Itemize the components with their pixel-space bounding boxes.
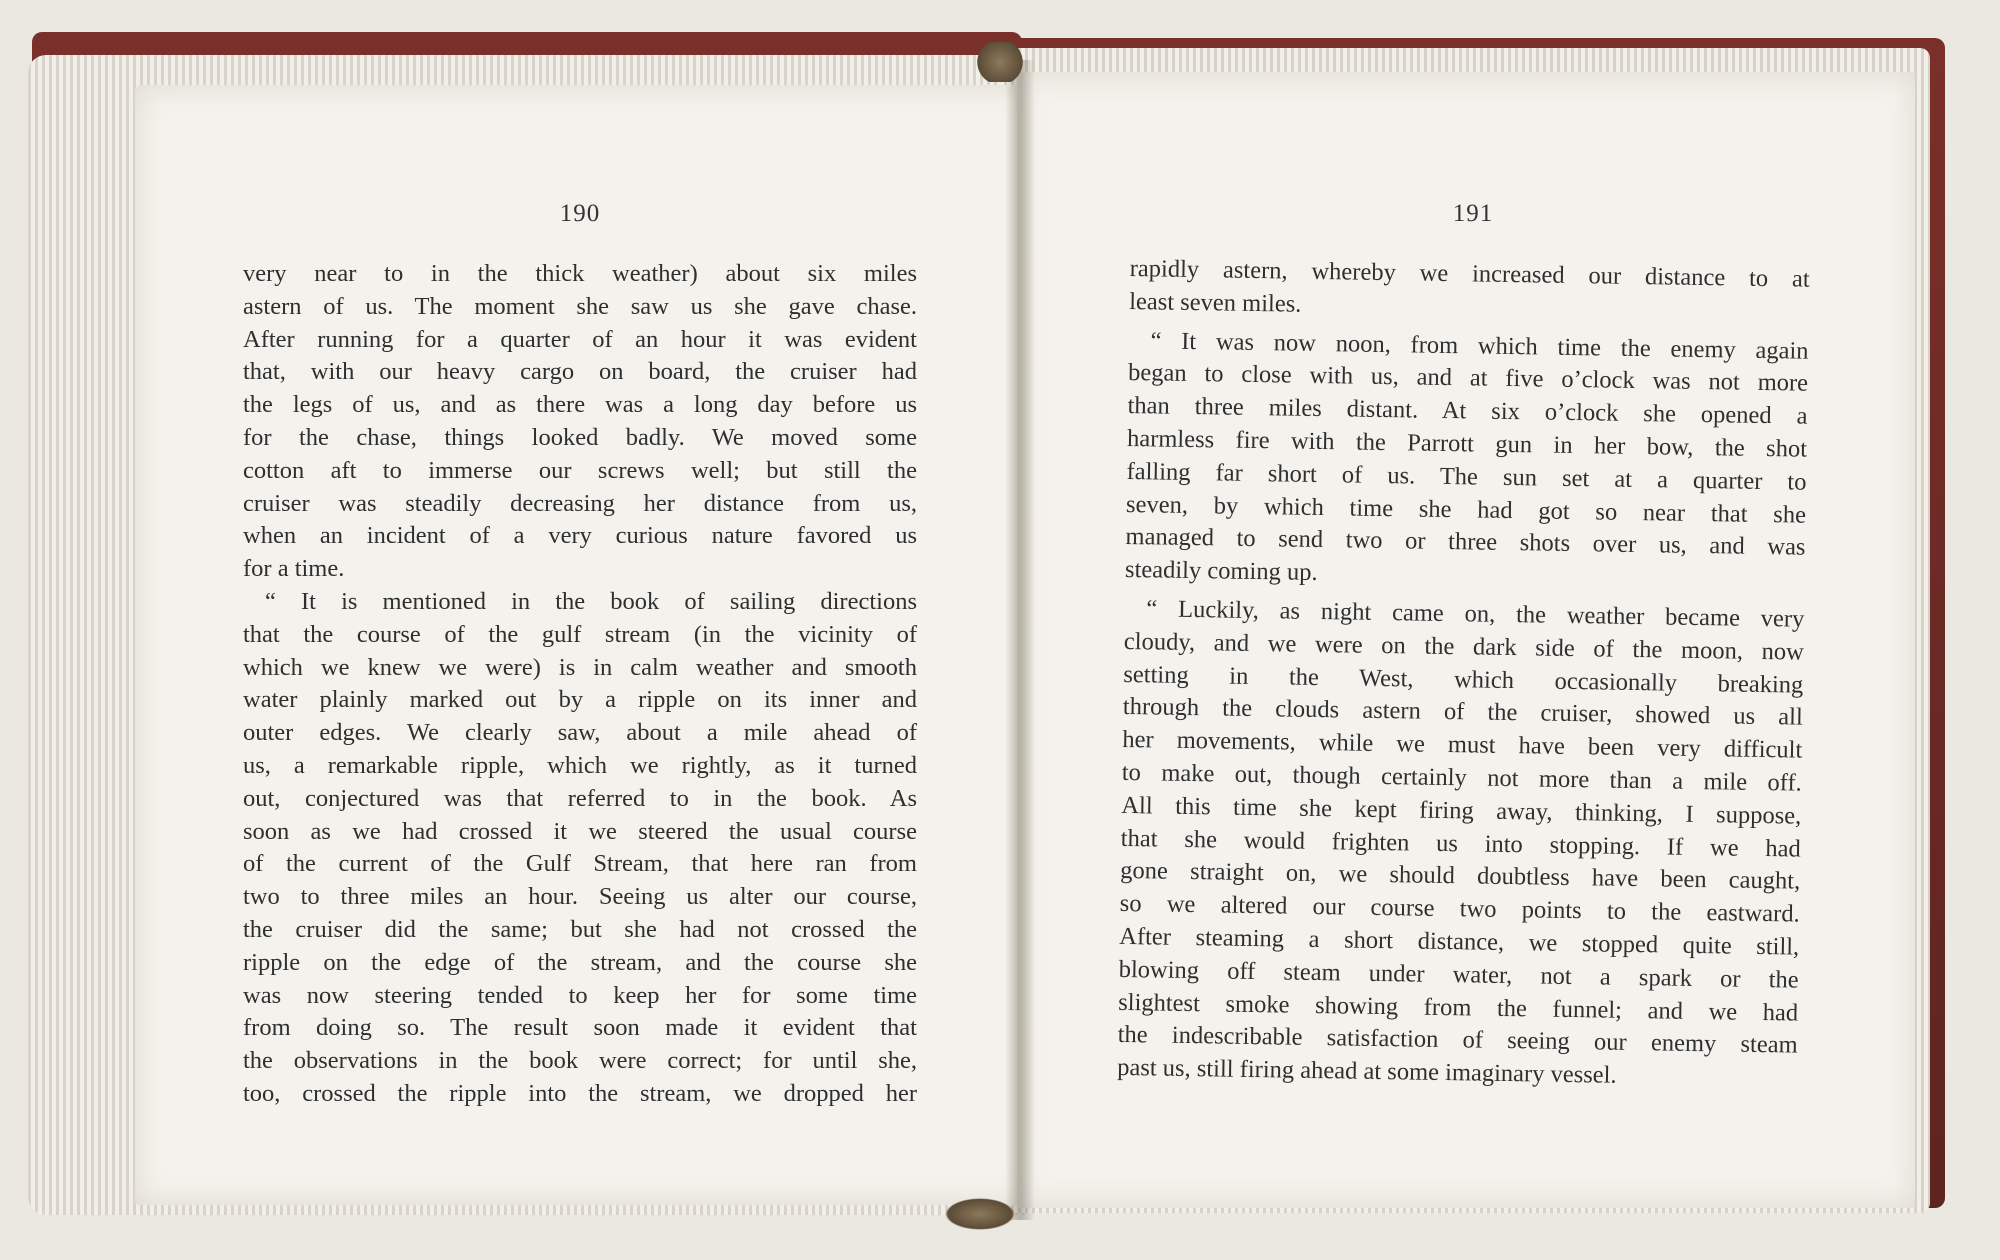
text-line: After steaming a short distance, we stopped quite still,	[1119, 922, 1800, 961]
text-line: setting in the West, which occasionally breaking	[1123, 660, 1804, 699]
text-line: began to close with us, and at five o’clock was not more	[1127, 359, 1809, 398]
text-line: out, conjectured was that referred to in the book. As	[243, 784, 917, 812]
text-line: blowing off steam under water, not a spark or the	[1118, 955, 1799, 994]
text-line: very near to in the thick weather) about six miles	[243, 260, 917, 287]
text-line: cotton aft to immerse our screws well; but still the	[243, 456, 917, 484]
text-line: slightest smoke showing from the funnel; and we had	[1118, 988, 1799, 1027]
text-line: past us, still firing ahead at some imaginary vessel.	[1116, 1054, 1617, 1089]
text-line: rapidly astern, whereby we increased our distance to at	[1129, 254, 1810, 293]
text-line: that she would frighten us into stopping. If we had	[1120, 824, 1801, 863]
text-line: “ Luckily, as night came on, the weather became very	[1146, 595, 1805, 633]
text-line: through the clouds astern of the cruiser, showed us all	[1122, 693, 1803, 731]
text-line: the indescribable satisfaction of seeing our enemy steam	[1117, 1021, 1798, 1059]
text-line: cruiser was steadily decreasing her distance from us,	[243, 489, 917, 517]
left-page-text	[243, 258, 917, 1111]
spine-binding-top	[975, 42, 1025, 82]
text-line: was now steering tended to keep her for some time	[243, 981, 917, 1009]
text-line: us, a remarkable ripple, which we rightly, as it turned	[243, 751, 917, 779]
text-line: the observations in the book were correct; for until she,	[243, 1047, 917, 1075]
text-line: soon as we had crossed it we steered the usual course	[243, 817, 917, 845]
text-line: that the course of the gulf stream (in the vicinity of	[243, 620, 917, 648]
text-line: cloudy, and we were on the dark side of the moon, now	[1123, 627, 1805, 666]
text-line: than three miles distant. At six o’clock she opened a	[1127, 392, 1808, 430]
text-line: from doing so. The result soon made it evident that	[243, 1014, 917, 1042]
text-line: “ It is mentioned in the book of sailing directions	[265, 587, 917, 615]
text-line: that, with our heavy cargo on board, the cruiser had	[243, 358, 917, 386]
text-line: for the chase, things looked badly. We moved some	[243, 423, 917, 451]
text-line: two to three miles an hour. Seeing us alter our course,	[243, 883, 917, 911]
text-line: managed to send two or three shots over us, and was	[1125, 523, 1806, 562]
text-line: to make out, though certainly not more than a mile off.	[1121, 758, 1802, 797]
text-line: her movements, while we must have been very difficult	[1122, 726, 1803, 764]
right-page-text	[1117, 253, 1810, 1096]
text-line: too, crossed the ripple into the stream, we dropped her	[243, 1079, 917, 1107]
text-line: for a time.	[243, 555, 345, 583]
text-line: of the current of the Gulf Stream, that here ran from	[243, 850, 917, 878]
text-line: water plainly marked out by a ripple on its inner and	[243, 686, 917, 714]
book-gutter	[1005, 60, 1035, 1220]
text-line: the legs of us, and as there was a long day before us	[243, 391, 917, 419]
page-number-right: 191	[1452, 200, 1494, 227]
text-line: falling far short of us. The sun set at a quarter to	[1126, 457, 1807, 496]
text-line: astern of us. The moment she saw us she gave chase.	[243, 292, 917, 320]
page-number-left: 190	[559, 200, 601, 227]
text-line: which we knew we were) is in calm weather and smooth	[243, 653, 917, 681]
text-line: the cruiser did the same; but she had not crossed the	[243, 915, 917, 943]
text-line: steadily coming up.	[1124, 556, 1318, 587]
text-line: ripple on the edge of the stream, and the course she	[243, 948, 917, 976]
spine-binding-bottom	[945, 1198, 1015, 1230]
text-line: All this time she kept firing away, thinking, I suppose,	[1121, 791, 1802, 830]
text-line: gone straight on, we should doubtless have been caught,	[1120, 857, 1801, 895]
text-line: harmless fire with the Parrott gun in her bow, the shot	[1126, 424, 1808, 463]
text-line: so we altered our course two points to the eastward.	[1119, 890, 1800, 928]
text-line: seven, by which time she had got so near that she	[1125, 490, 1807, 529]
text-line: After running for a quarter of an hour it was evident	[243, 325, 917, 353]
text-line: “ It was now noon, from which time the enemy again	[1150, 326, 1809, 365]
text-line: when an incident of a very curious nature favored us	[243, 522, 917, 550]
text-line: outer edges. We clearly saw, about a mile ahead of	[243, 719, 917, 747]
text-line: least seven miles.	[1129, 287, 1302, 318]
